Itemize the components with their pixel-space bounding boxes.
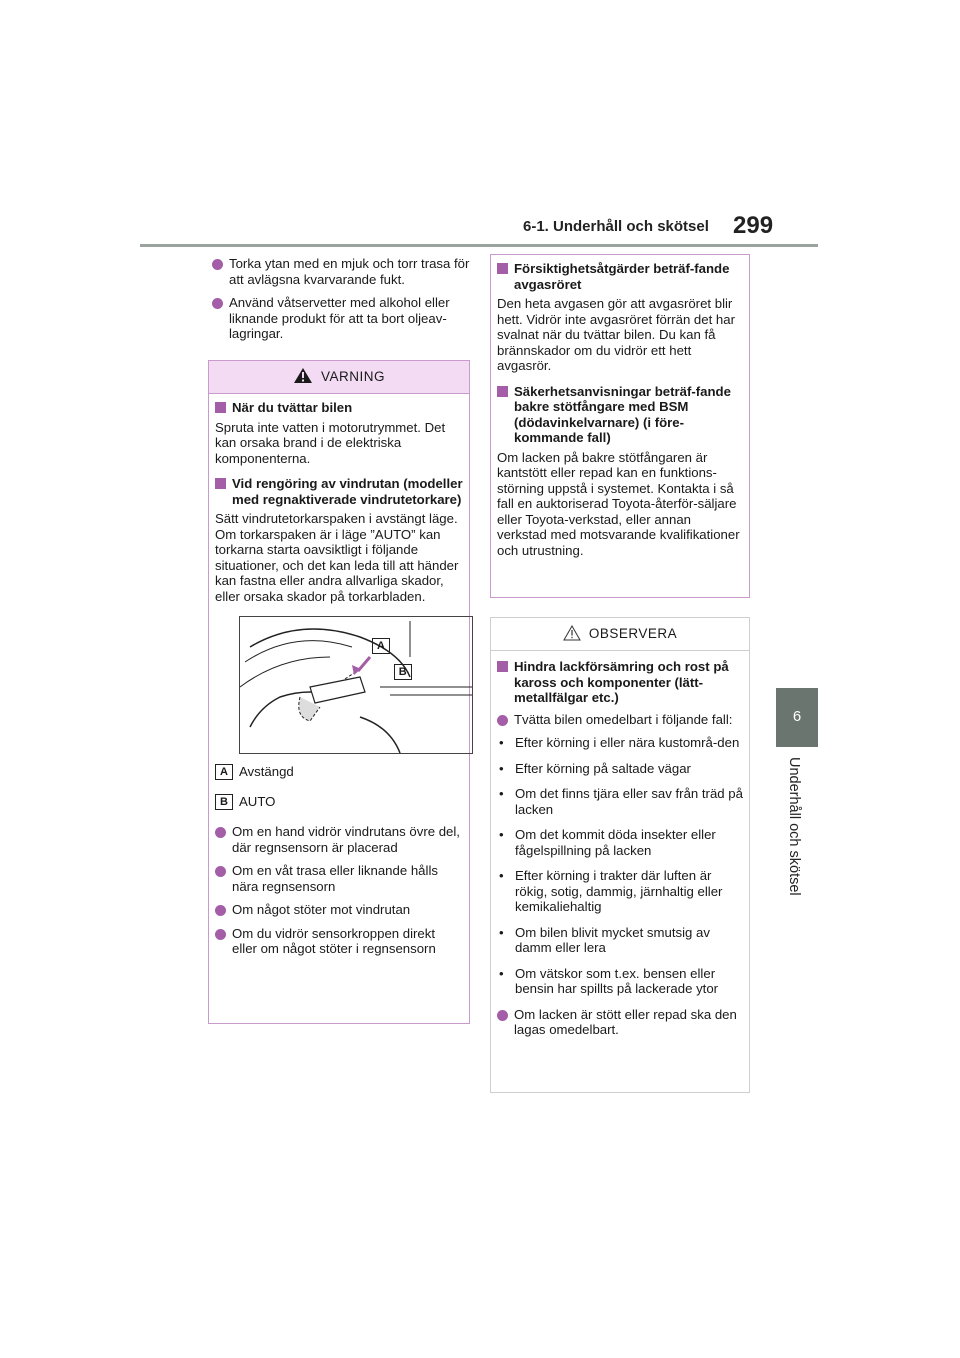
square-bullet-icon (497, 661, 508, 672)
list-item: Använd våtservetter med alkohol eller liknande produkt för att ta bort oljeav-lagringar. (212, 295, 470, 342)
list-item: Om en våt trasa eller liknande hålls nära regnsensorn (215, 863, 463, 894)
legend-label-a: A (215, 764, 233, 780)
bullet-icon (215, 827, 226, 838)
section-title: 6-1. Underhåll och skötsel (523, 218, 709, 235)
section-heading: När du tvättar bilen (215, 400, 463, 416)
legend-a: A Avstängd (215, 764, 463, 780)
paragraph: Om lacken på bakre stötfångaren är kantstött eller repad kan en funktions-störning uppstå i systemet. Kontakta i så fall en auktoriserad Toyota-återför-säljare eller Toyota-verkstad, eller annan verkstad med motsvarande kvalifikationer och utrustning. (497, 449, 740, 558)
list-item: Om du vidrör sensorkroppen direkt eller om något stöter i regnsensorn (215, 926, 463, 957)
header-divider (140, 244, 818, 247)
legend-b: B AUTO (215, 794, 463, 810)
warning-continuation-box (490, 254, 750, 598)
bullet-icon (212, 259, 223, 270)
figure-label-a: A (372, 638, 390, 654)
list-item: Om något stöter mot vindrutan (215, 902, 463, 918)
intro-bullets (212, 256, 470, 350)
bullet-icon (497, 715, 508, 726)
list-item: Om en hand vidrör vindrutans övre del, där regnsensorn är placerad (215, 824, 463, 855)
list-item: Om lacken är stött eller repad ska den lagas omedelbart. (497, 1007, 743, 1038)
list-item: Torka ytan med en mjuk och torr trasa för att avlägsna kvarvarande fukt. (212, 256, 470, 287)
square-bullet-icon (215, 402, 226, 413)
paragraph: Spruta inte vatten i motorutrymmet. Det kan orsaka brand i de elektriska komponenterna. (215, 419, 446, 466)
caution-triangle-icon (563, 625, 581, 641)
section-heading: Säkerhetsanvisningar beträf-fande bakre stötfångare med BSM (dödavinkelvarnare) (i före-kommande fall) (497, 384, 743, 446)
bullet-icon (215, 866, 226, 877)
notice-header (491, 618, 749, 651)
notice-title: OBSERVERA (588, 626, 678, 641)
list-item: Tvätta bilen omedelbart i följande fall: (497, 712, 743, 728)
dash-item: • Efter körning på saltade vägar (499, 760, 691, 776)
section-heading: Försiktighetsåtgärder beträf-fande avgasröret (497, 261, 743, 292)
warning-title: VARNING (320, 369, 385, 384)
paragraph: Den heta avgasen gör att avgasröret blir hett. Vidrör inte avgasröret förrän det har svalnat när du tvättar bilen. Du kan få brännskador om du vidrör ett hett avgasrör. (497, 296, 735, 373)
notice-box (490, 617, 750, 1093)
warning-triangle-icon (293, 367, 313, 384)
dash-item: • Om vätskor som t.ex. bensen eller bensin har spillts på lackerade ytor (499, 965, 719, 996)
square-bullet-icon (215, 478, 226, 489)
chapter-label: Underhåll och skötsel (786, 757, 802, 896)
dash-item: • Om det kommit döda insekter eller fågelspillning på lacken (499, 827, 716, 858)
dash-item: • Om bilen blivit mycket smutsig av damm eller lera (499, 924, 710, 955)
figure-label-b: B (394, 664, 412, 680)
paragraph: Sätt vindrutetorkarspaken i avstängt läge. Om torkarspaken är i läge ”AUTO” kan torkarna starta oavsiktligt i följande situationer, och det kan leda till att händer kan fastna eller andra allvarliga skador, eller orsaka skador på torkarbladen. (215, 511, 459, 604)
warning-header (209, 361, 469, 394)
square-bullet-icon (497, 386, 508, 397)
section-heading: Vid rengöring av vindrutan (modeller med regnaktiverade vindrutetorkare) (215, 476, 463, 507)
page-number: 299 (733, 212, 774, 239)
bullet-icon (215, 905, 226, 916)
bullet-icon (212, 298, 223, 309)
wiper-lever-drawing (240, 617, 472, 753)
wiper-lever-illustration (239, 616, 473, 754)
dash-item: • Efter körning i eller nära kustområ-den (499, 735, 740, 750)
bullet-icon (215, 929, 226, 940)
square-bullet-icon (497, 263, 508, 274)
bullet-icon (497, 1010, 508, 1021)
dash-item: • Efter körning i trakter där luften är rökig, sotig, dammig, järnhaltig eller kemikaliehaltig (499, 868, 723, 914)
dash-item: • Om det finns tjära eller sav från träd på lacken (499, 786, 743, 817)
warning-box (208, 360, 470, 1024)
legend-label-b: B (215, 794, 233, 810)
chapter-number: 6 (792, 708, 802, 725)
section-heading: Hindra lackförsämring och rost på kaross och komponenter (lätt-metallfälgar etc.) (497, 659, 743, 706)
